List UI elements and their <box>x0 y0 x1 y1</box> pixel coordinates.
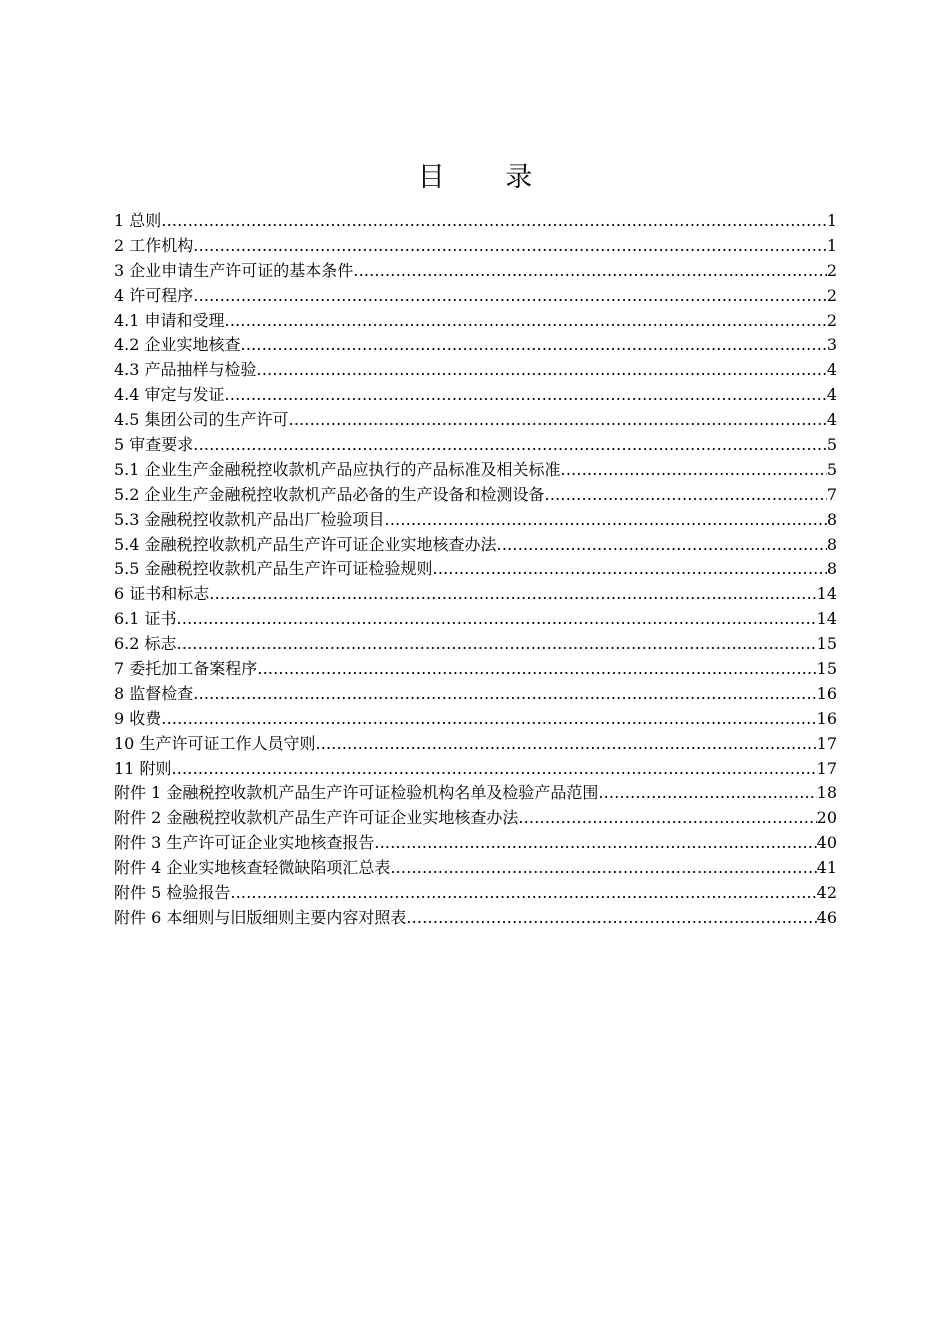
toc-entry-page-number: 2 <box>826 310 837 330</box>
toc-entry[interactable] <box>114 408 837 433</box>
toc-dot-leader <box>177 607 817 632</box>
toc-dot-leader <box>161 209 827 234</box>
toc-entry[interactable] <box>114 831 837 856</box>
toc-dot-leader <box>257 358 827 383</box>
toc-entry[interactable] <box>114 508 837 533</box>
toc-entry-label: 4 许可程序 <box>114 285 194 305</box>
toc-entry-page-number: 20 <box>816 808 837 828</box>
toc-entry-page-number: 15 <box>816 659 837 679</box>
toc-entry-page-number: 4 <box>826 410 837 430</box>
toc-dot-leader <box>545 483 827 508</box>
toc-dot-leader <box>406 906 816 931</box>
toc-entry[interactable] <box>114 906 837 931</box>
toc-entry-page-number: 16 <box>816 708 837 728</box>
toc-entry-label: 5.5 金融税控收款机产品生产许可证检验规则 <box>114 559 433 579</box>
toc-dot-leader <box>171 757 816 782</box>
toc-dot-leader <box>257 657 816 682</box>
toc-entry-label: 9 收费 <box>114 708 162 728</box>
toc-entry-label: 5.1 企业生产金融税控收款机产品应执行的产品标准及相关标准 <box>114 459 561 479</box>
toc-dot-leader <box>433 557 827 582</box>
toc-dot-leader <box>390 856 816 881</box>
toc-entry-label: 4.5 集团公司的生产许可 <box>114 410 289 430</box>
toc-entry-label: 2 工作机构 <box>114 235 194 255</box>
toc-entry-label: 附件 3 生产许可证企业实地核查报告 <box>114 833 375 853</box>
toc-entry-label: 5.2 企业生产金融税控收款机产品必备的生产设备和检测设备 <box>114 484 545 504</box>
toc-entry-label: 5.3 金融税控收款机产品出厂检验项目 <box>114 509 385 529</box>
toc-entry-page-number: 4 <box>826 360 837 380</box>
toc-entry-label: 6.1 证书 <box>114 609 177 629</box>
toc-entry[interactable] <box>114 806 837 831</box>
toc-entry-page-number: 1 <box>826 235 837 255</box>
toc-entry[interactable] <box>114 781 837 806</box>
toc-entry-page-number: 15 <box>816 634 837 654</box>
toc-dot-leader <box>193 284 827 309</box>
toc-entry-label: 附件 2 金融税控收款机产品生产许可证企业实地核查办法 <box>114 808 519 828</box>
toc-entry-label: 6.2 标志 <box>114 634 177 654</box>
toc-entry-page-number: 18 <box>816 783 837 803</box>
toc-entry[interactable] <box>114 732 837 757</box>
toc-entry-page-number: 8 <box>826 559 837 579</box>
toc-entry-page-number: 42 <box>816 883 837 903</box>
toc-entry-page-number: 17 <box>816 758 837 778</box>
toc-entry-page-number: 4 <box>826 385 837 405</box>
toc-entry[interactable] <box>114 309 837 334</box>
toc-entry[interactable] <box>114 856 837 881</box>
toc-dot-leader <box>353 259 827 284</box>
toc-dot-leader <box>193 433 827 458</box>
toc-entry-page-number: 14 <box>816 584 837 604</box>
toc-entry-page-number: 3 <box>826 335 837 355</box>
toc-dot-leader <box>598 781 816 806</box>
toc-entry-label: 4.2 企业实地核查 <box>114 335 241 355</box>
toc-entry-label: 1 总则 <box>114 211 162 230</box>
toc-entry[interactable] <box>114 458 837 483</box>
toc-entry-label: 7 委托加工备案程序 <box>114 659 258 679</box>
toc-entry-page-number: 5 <box>826 435 837 455</box>
toc-dot-leader <box>315 732 816 757</box>
toc-dot-leader <box>241 333 827 358</box>
toc-entry-page-number: 46 <box>816 907 837 927</box>
toc-entry[interactable] <box>114 557 837 582</box>
toc-entry-label: 4.1 申请和受理 <box>114 310 225 330</box>
toc-list <box>114 209 837 931</box>
toc-entry[interactable] <box>114 682 837 707</box>
toc-entry-page-number: 1 <box>826 211 837 230</box>
toc-entry-page-number: 8 <box>826 534 837 554</box>
toc-entry-label: 4.3 产品抽样与检验 <box>114 360 257 380</box>
toc-entry[interactable] <box>114 433 837 458</box>
toc-entry-label: 5 审查要求 <box>114 435 194 455</box>
toc-dot-leader <box>177 632 817 657</box>
toc-entry[interactable] <box>114 757 837 782</box>
toc-entry[interactable] <box>114 333 837 358</box>
toc-entry-page-number: 41 <box>816 858 837 878</box>
toc-entry[interactable] <box>114 483 837 508</box>
toc-entry-label: 5.4 金融税控收款机产品生产许可证企业实地核查办法 <box>114 534 497 554</box>
toc-entry-page-number: 16 <box>816 683 837 703</box>
toc-entry[interactable] <box>114 209 837 234</box>
toc-entry-label: 附件 5 检验报告 <box>114 883 231 903</box>
toc-entry[interactable] <box>114 632 837 657</box>
toc-dot-leader <box>497 533 827 558</box>
toc-dot-leader <box>230 881 816 906</box>
toc-entry[interactable] <box>114 657 837 682</box>
toc-entry-page-number: 2 <box>826 285 837 305</box>
toc-dot-leader <box>209 582 816 607</box>
toc-dot-leader <box>385 508 827 533</box>
toc-dot-leader <box>561 458 827 483</box>
toc-entry[interactable] <box>114 234 837 259</box>
toc-dot-leader <box>193 234 827 259</box>
toc-entry[interactable] <box>114 259 837 284</box>
toc-entry-label: 3 企业申请生产许可证的基本条件 <box>114 260 354 280</box>
toc-entry-page-number: 2 <box>826 260 837 280</box>
toc-entry-label: 6 证书和标志 <box>114 584 210 604</box>
toc-entry-label: 附件 6 本细则与旧版细则主要内容对照表 <box>114 907 407 927</box>
toc-entry[interactable] <box>114 383 837 408</box>
toc-dot-leader <box>161 707 816 732</box>
toc-entry-label: 11 附则 <box>114 758 172 778</box>
toc-entry-page-number: 8 <box>826 509 837 529</box>
toc-title: 目 录 <box>417 162 559 193</box>
toc-entry[interactable] <box>114 533 837 558</box>
toc-entry[interactable] <box>114 607 837 632</box>
toc-entry-page-number: 17 <box>816 733 837 753</box>
toc-dot-leader <box>193 682 816 707</box>
toc-entry-page-number: 14 <box>816 609 837 629</box>
toc-entry-label: 附件 1 金融税控收款机产品生产许可证检验机构名单及检验产品范围 <box>114 783 599 803</box>
toc-entry[interactable] <box>114 582 837 607</box>
toc-entry[interactable] <box>114 284 837 309</box>
toc-entry-label: 附件 4 企业实地核查轻微缺陷项汇总表 <box>114 858 391 878</box>
toc-entry-label: 4.4 审定与发证 <box>114 385 225 405</box>
toc-entry-label: 10 生产许可证工作人员守则 <box>114 733 316 753</box>
toc-entry-label: 8 监督检查 <box>114 683 194 703</box>
toc-dot-leader <box>225 309 827 334</box>
toc-entry[interactable] <box>114 707 837 732</box>
toc-dot-leader <box>374 831 816 856</box>
toc-entry-page-number: 40 <box>816 833 837 853</box>
toc-entry-page-number: 5 <box>826 459 837 479</box>
toc-entry[interactable] <box>114 358 837 383</box>
toc-dot-leader <box>518 806 816 831</box>
toc-entry[interactable] <box>114 881 837 906</box>
toc-dot-leader <box>225 383 827 408</box>
toc-entry-page-number: 7 <box>826 484 837 504</box>
toc-dot-leader <box>289 408 827 433</box>
